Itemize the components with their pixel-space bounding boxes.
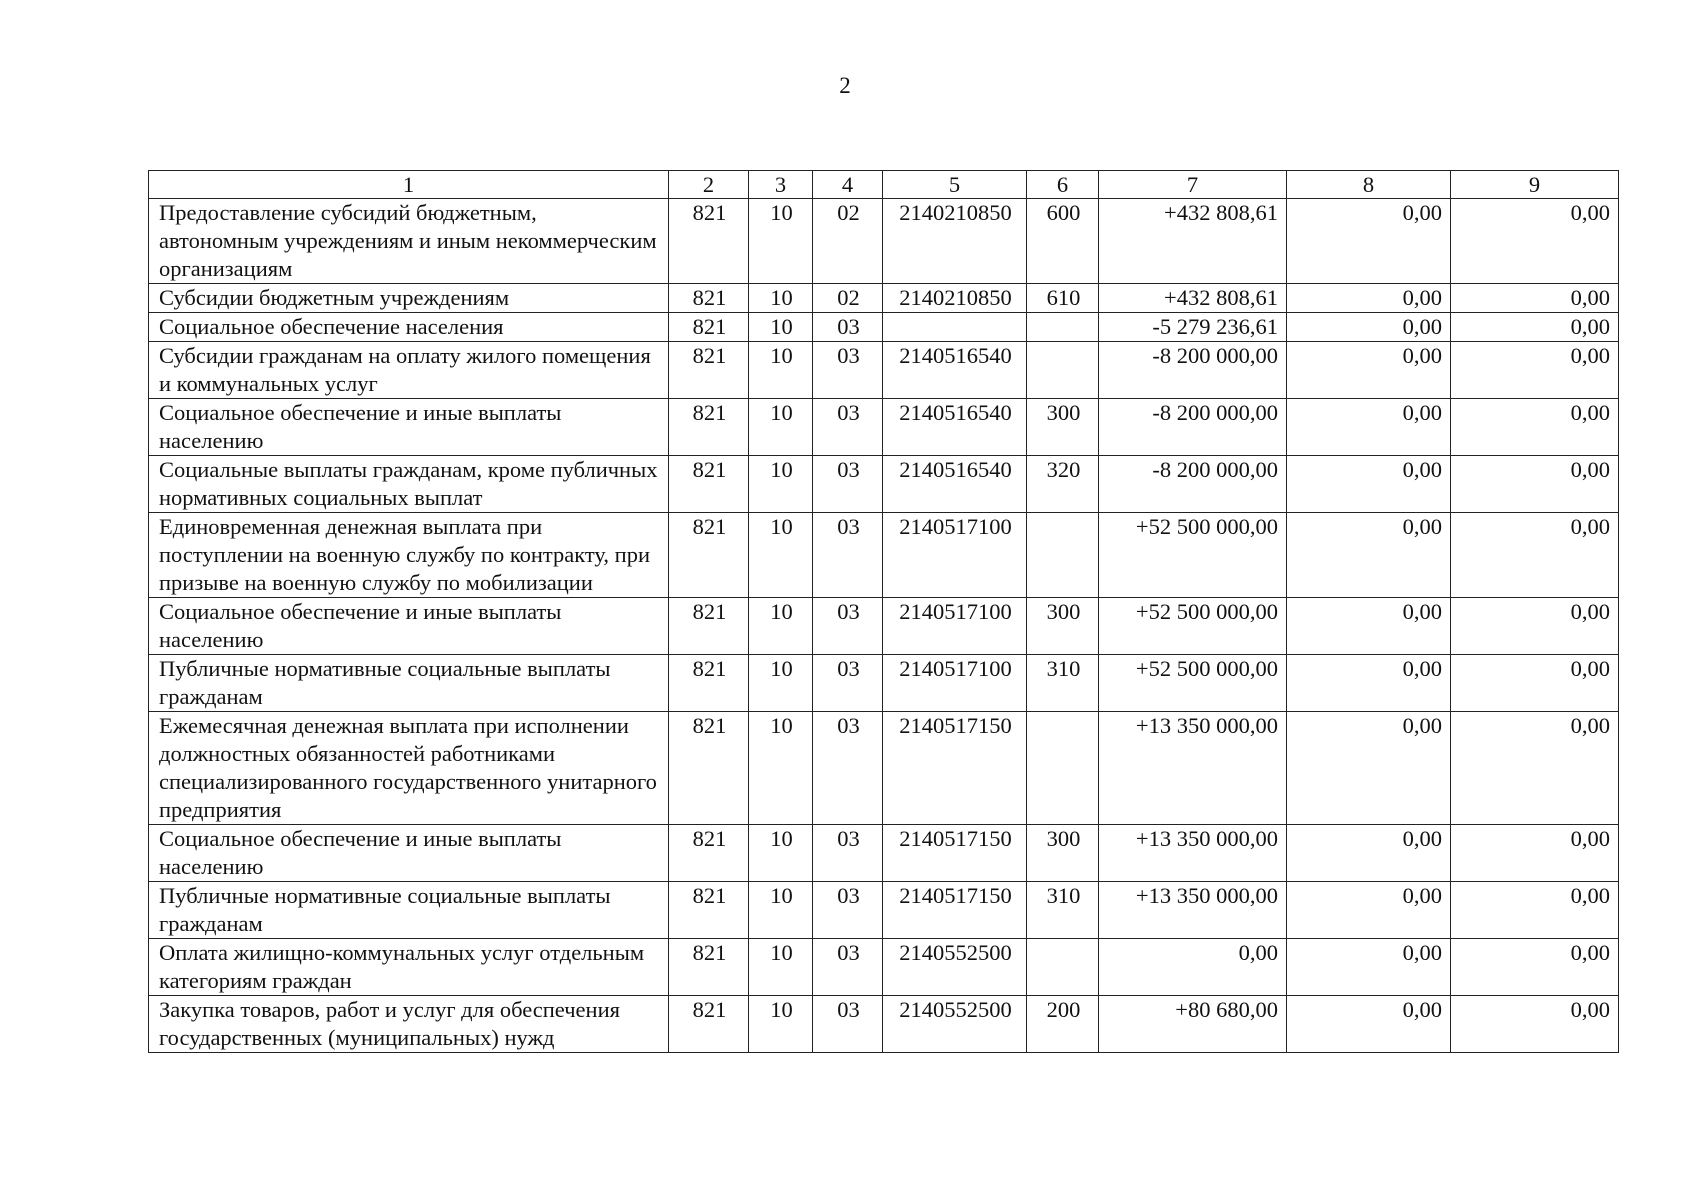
row-col9-cell: 0,00 bbox=[1451, 655, 1619, 712]
row-col7-cell: -8 200 000,00 bbox=[1099, 342, 1287, 399]
row-col8-cell: 0,00 bbox=[1287, 655, 1451, 712]
table-row bbox=[149, 939, 1619, 996]
header-col-8: 8 bbox=[1287, 171, 1451, 199]
row-name-cell: Публичные нормативные социальные выплаты гражданам bbox=[149, 882, 669, 939]
row-col8-cell: 0,00 bbox=[1287, 284, 1451, 313]
table-row bbox=[149, 342, 1619, 399]
row-col9-cell: 0,00 bbox=[1451, 712, 1619, 825]
row-col9-cell: 0,00 bbox=[1451, 825, 1619, 882]
row-col7-cell: +13 350 000,00 bbox=[1099, 882, 1287, 939]
row-name-cell: Социальные выплаты гражданам, кроме публичных нормативных социальных выплат bbox=[149, 456, 669, 513]
row-col9-cell: 0,00 bbox=[1451, 996, 1619, 1053]
header-col-6: 6 bbox=[1027, 171, 1099, 199]
row-name-cell: Социальное обеспечение и иные выплаты населению bbox=[149, 825, 669, 882]
row-col6-cell bbox=[1027, 313, 1099, 342]
row-name-cell: Социальное обеспечение и иные выплаты населению bbox=[149, 399, 669, 456]
row-col8-cell: 0,00 bbox=[1287, 882, 1451, 939]
row-col8-cell: 0,00 bbox=[1287, 598, 1451, 655]
row-col6-cell: 300 bbox=[1027, 399, 1099, 456]
row-col5-cell: 2140516540 bbox=[883, 399, 1027, 456]
row-col7-cell: -8 200 000,00 bbox=[1099, 456, 1287, 513]
row-col8-cell: 0,00 bbox=[1287, 712, 1451, 825]
row-col3-cell: 10 bbox=[749, 342, 813, 399]
row-col5-cell: 2140517150 bbox=[883, 712, 1027, 825]
row-col3-cell: 10 bbox=[749, 598, 813, 655]
row-col2-cell: 821 bbox=[669, 598, 749, 655]
row-col4-cell: 03 bbox=[813, 712, 883, 825]
row-col6-cell bbox=[1027, 513, 1099, 598]
row-col5-cell: 2140517100 bbox=[883, 598, 1027, 655]
row-col7-cell: -8 200 000,00 bbox=[1099, 399, 1287, 456]
header-col-4: 4 bbox=[813, 171, 883, 199]
row-col6-cell: 310 bbox=[1027, 655, 1099, 712]
table-row bbox=[149, 598, 1619, 655]
row-col5-cell: 2140210850 bbox=[883, 199, 1027, 284]
row-col8-cell: 0,00 bbox=[1287, 199, 1451, 284]
row-col2-cell: 821 bbox=[669, 456, 749, 513]
header-col-5: 5 bbox=[883, 171, 1027, 199]
table-row bbox=[149, 399, 1619, 456]
header-col-3: 3 bbox=[749, 171, 813, 199]
row-name-cell: Закупка товаров, работ и услуг для обеспечения государственных (муниципальных) нужд bbox=[149, 996, 669, 1053]
row-col5-cell bbox=[883, 313, 1027, 342]
row-col8-cell: 0,00 bbox=[1287, 939, 1451, 996]
row-col4-cell: 03 bbox=[813, 598, 883, 655]
row-col4-cell: 03 bbox=[813, 939, 883, 996]
row-col9-cell: 0,00 bbox=[1451, 399, 1619, 456]
row-col2-cell: 821 bbox=[669, 513, 749, 598]
row-col2-cell: 821 bbox=[669, 712, 749, 825]
row-col3-cell: 10 bbox=[749, 313, 813, 342]
row-name-cell: Субсидии гражданам на оплату жилого помещения и коммунальных услуг bbox=[149, 342, 669, 399]
row-col7-cell: +432 808,61 bbox=[1099, 284, 1287, 313]
row-col2-cell: 821 bbox=[669, 284, 749, 313]
row-col5-cell: 2140517150 bbox=[883, 825, 1027, 882]
row-col3-cell: 10 bbox=[749, 825, 813, 882]
row-col2-cell: 821 bbox=[669, 939, 749, 996]
row-col4-cell: 03 bbox=[813, 456, 883, 513]
row-col4-cell: 02 bbox=[813, 284, 883, 313]
row-name-cell: Предоставление субсидий бюджетным, автономным учреждениям и иным некоммерческим организациям bbox=[149, 199, 669, 284]
row-col6-cell: 610 bbox=[1027, 284, 1099, 313]
row-col3-cell: 10 bbox=[749, 996, 813, 1053]
table-row bbox=[149, 882, 1619, 939]
row-col9-cell: 0,00 bbox=[1451, 199, 1619, 284]
row-col2-cell: 821 bbox=[669, 882, 749, 939]
row-col4-cell: 03 bbox=[813, 313, 883, 342]
row-col3-cell: 10 bbox=[749, 199, 813, 284]
row-col3-cell: 10 bbox=[749, 939, 813, 996]
row-col4-cell: 03 bbox=[813, 825, 883, 882]
row-col3-cell: 10 bbox=[749, 655, 813, 712]
row-col7-cell: -5 279 236,61 bbox=[1099, 313, 1287, 342]
row-col5-cell: 2140552500 bbox=[883, 996, 1027, 1053]
row-col8-cell: 0,00 bbox=[1287, 513, 1451, 598]
row-col8-cell: 0,00 bbox=[1287, 399, 1451, 456]
table-row bbox=[149, 712, 1619, 825]
row-name-cell: Ежемесячная денежная выплата при исполнении должностных обязанностей работниками специализированного государственного унитарного предприятия bbox=[149, 712, 669, 825]
row-col5-cell: 2140210850 bbox=[883, 284, 1027, 313]
row-col5-cell: 2140552500 bbox=[883, 939, 1027, 996]
table-row bbox=[149, 313, 1619, 342]
budget-table bbox=[148, 170, 1619, 1053]
row-name-cell: Оплата жилищно-коммунальных услуг отдельным категориям граждан bbox=[149, 939, 669, 996]
row-col7-cell: 0,00 bbox=[1099, 939, 1287, 996]
table-row bbox=[149, 513, 1619, 598]
row-col2-cell: 821 bbox=[669, 399, 749, 456]
row-col3-cell: 10 bbox=[749, 456, 813, 513]
row-name-cell: Социальное обеспечение и иные выплаты населению bbox=[149, 598, 669, 655]
row-col6-cell: 600 bbox=[1027, 199, 1099, 284]
row-col6-cell bbox=[1027, 342, 1099, 399]
row-col2-cell: 821 bbox=[669, 655, 749, 712]
row-col5-cell: 2140517100 bbox=[883, 513, 1027, 598]
row-col9-cell: 0,00 bbox=[1451, 513, 1619, 598]
row-col6-cell bbox=[1027, 939, 1099, 996]
row-col9-cell: 0,00 bbox=[1451, 598, 1619, 655]
header-col-9: 9 bbox=[1451, 171, 1619, 199]
row-col2-cell: 821 bbox=[669, 996, 749, 1053]
row-col9-cell: 0,00 bbox=[1451, 939, 1619, 996]
header-col-2: 2 bbox=[669, 171, 749, 199]
row-col4-cell: 03 bbox=[813, 513, 883, 598]
table-row bbox=[149, 825, 1619, 882]
table-row bbox=[149, 284, 1619, 313]
row-col7-cell: +432 808,61 bbox=[1099, 199, 1287, 284]
row-name-cell: Публичные нормативные социальные выплаты гражданам bbox=[149, 655, 669, 712]
row-col8-cell: 0,00 bbox=[1287, 996, 1451, 1053]
row-col2-cell: 821 bbox=[669, 825, 749, 882]
row-col9-cell: 0,00 bbox=[1451, 882, 1619, 939]
row-col7-cell: +80 680,00 bbox=[1099, 996, 1287, 1053]
row-col8-cell: 0,00 bbox=[1287, 456, 1451, 513]
row-col5-cell: 2140517100 bbox=[883, 655, 1027, 712]
row-col3-cell: 10 bbox=[749, 513, 813, 598]
row-col7-cell: +52 500 000,00 bbox=[1099, 513, 1287, 598]
row-col5-cell: 2140517150 bbox=[883, 882, 1027, 939]
row-col4-cell: 02 bbox=[813, 199, 883, 284]
row-col6-cell: 300 bbox=[1027, 598, 1099, 655]
row-col8-cell: 0,00 bbox=[1287, 342, 1451, 399]
page-number: 2 bbox=[839, 73, 851, 98]
table-row bbox=[149, 456, 1619, 513]
row-col9-cell: 0,00 bbox=[1451, 342, 1619, 399]
row-col2-cell: 821 bbox=[669, 199, 749, 284]
table-row bbox=[149, 655, 1619, 712]
table-row bbox=[149, 199, 1619, 284]
row-col3-cell: 10 bbox=[749, 284, 813, 313]
row-name-cell: Социальное обеспечение населения bbox=[149, 313, 669, 342]
table-row bbox=[149, 996, 1619, 1053]
row-col4-cell: 03 bbox=[813, 882, 883, 939]
row-col3-cell: 10 bbox=[749, 882, 813, 939]
row-col7-cell: +52 500 000,00 bbox=[1099, 598, 1287, 655]
row-col2-cell: 821 bbox=[669, 342, 749, 399]
row-col6-cell: 300 bbox=[1027, 825, 1099, 882]
table-header-row bbox=[149, 171, 1619, 199]
row-col4-cell: 03 bbox=[813, 655, 883, 712]
row-col7-cell: +13 350 000,00 bbox=[1099, 825, 1287, 882]
row-name-cell: Субсидии бюджетным учреждениям bbox=[149, 284, 669, 313]
row-col2-cell: 821 bbox=[669, 313, 749, 342]
header-col-7: 7 bbox=[1099, 171, 1287, 199]
row-col6-cell: 310 bbox=[1027, 882, 1099, 939]
header-col-1: 1 bbox=[149, 171, 669, 199]
row-name-cell: Единовременная денежная выплата при поступлении на военную службу по контракту, при призыве на военную службу по мобилизации bbox=[149, 513, 669, 598]
row-col3-cell: 10 bbox=[749, 712, 813, 825]
row-col9-cell: 0,00 bbox=[1451, 456, 1619, 513]
row-col6-cell bbox=[1027, 712, 1099, 825]
row-col8-cell: 0,00 bbox=[1287, 313, 1451, 342]
row-col5-cell: 2140516540 bbox=[883, 456, 1027, 513]
row-col9-cell: 0,00 bbox=[1451, 284, 1619, 313]
row-col7-cell: +13 350 000,00 bbox=[1099, 712, 1287, 825]
row-col4-cell: 03 bbox=[813, 342, 883, 399]
row-col6-cell: 200 bbox=[1027, 996, 1099, 1053]
row-col4-cell: 03 bbox=[813, 399, 883, 456]
row-col7-cell: +52 500 000,00 bbox=[1099, 655, 1287, 712]
row-col4-cell: 03 bbox=[813, 996, 883, 1053]
table-body bbox=[149, 199, 1619, 1053]
row-col9-cell: 0,00 bbox=[1451, 313, 1619, 342]
row-col5-cell: 2140516540 bbox=[883, 342, 1027, 399]
row-col8-cell: 0,00 bbox=[1287, 825, 1451, 882]
row-col3-cell: 10 bbox=[749, 399, 813, 456]
row-col6-cell: 320 bbox=[1027, 456, 1099, 513]
